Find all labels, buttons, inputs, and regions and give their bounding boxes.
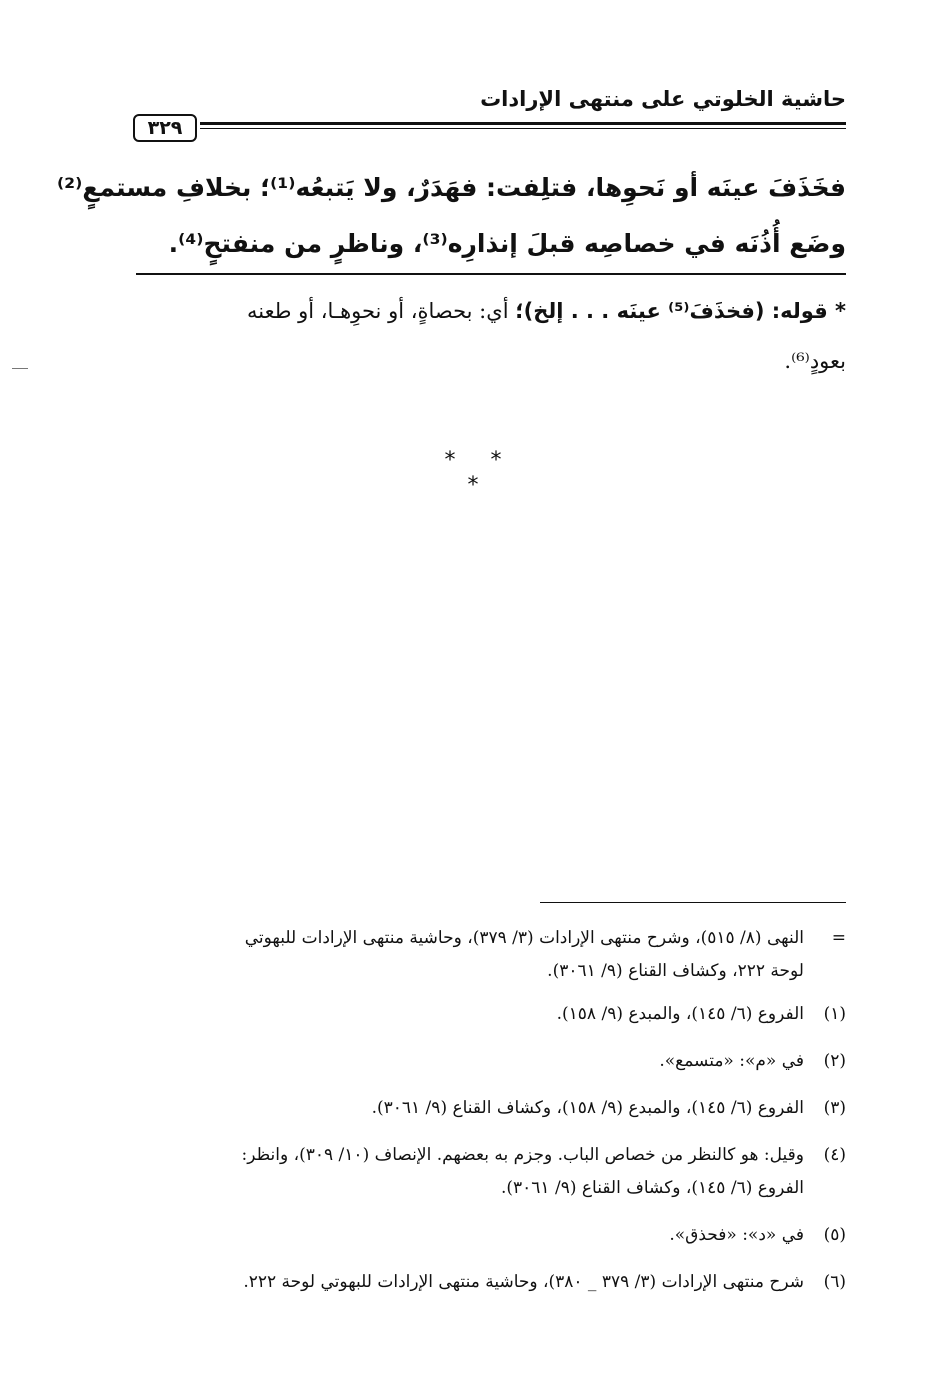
footnote <box>134 1266 846 1299</box>
footnote <box>134 1092 846 1125</box>
footnote-line: في «م»: «متسمع». <box>659 1051 804 1071</box>
footnote-line: شرح منتهى الإرادات (٣/ ٣٧٩ _ ٣٨٠)، وحاشية منتهى الإرادات للبهوتي لوحة ٢٢٢. <box>243 1272 804 1292</box>
main-text-divider <box>136 273 846 275</box>
commentary-lemma: * قوله: (فخذَفَ⁽⁵⁾ عينَه . . . إلخ)؛ <box>515 299 846 323</box>
commentary-line <box>134 286 846 336</box>
footnote-line: وقيل: هو كالنظر من خصاص الباب. وجزم به بعضهم. الإنصاف (١٠/ ٣٠٩)، وانظر: <box>241 1145 804 1165</box>
footnote-number: (٥) <box>823 1225 846 1245</box>
footnote <box>134 1045 846 1078</box>
commentary <box>134 286 846 386</box>
main-text-line: فخَذَفَ عينَه أو نَحوِها، فتلِفت: فهَدَرٌ، ولا يَتبعُه⁽¹⁾؛ بخلافِ مستمعٍ⁽²⁾ <box>56 173 846 202</box>
footnote-line: الفروع (٦/ ١٤٥)، وكشاف القناع (٩/ ٣٠٦١). <box>500 1178 804 1198</box>
footnote-line: لوحة ٢٢٢، وكشاف القناع (٩/ ٣٠٦١). <box>547 961 804 981</box>
footnote-line: الفروع (٦/ ١٤٥)، والمبدع (٩/ ١٥٨). <box>556 1004 804 1024</box>
running-title: حاشية الخلوتي على منتهى الإرادات <box>480 87 846 111</box>
footnotes <box>134 922 846 1313</box>
header-rule-thin <box>200 128 846 129</box>
footnote-number: = <box>831 928 846 948</box>
footnote-number: (٦) <box>823 1272 846 1292</box>
footnote <box>134 1219 846 1252</box>
commentary-line: بعودٍ⁽⁶⁾. <box>784 349 846 373</box>
footnote-number: (٣) <box>823 1098 846 1118</box>
commentary-text: أي: بحصاةٍ، أو نحوِهـا، أو طعنه <box>246 299 516 323</box>
footnote-line: النهى (٨/ ٥١٥)، وشرح منتهى الإرادات (٣/ ٣٧٩)، وحاشية منتهى الإرادات للبهوتي <box>244 928 804 948</box>
footnote-line: الفروع (٦/ ١٤٥)، والمبدع (٩/ ١٥٨)، وكشاف القناع (٩/ ٣٠٦١). <box>371 1098 804 1118</box>
main-text <box>56 160 846 272</box>
footnote-number: (٢) <box>823 1051 846 1071</box>
section-separator: * * * <box>444 448 516 498</box>
footnote-divider <box>540 902 846 903</box>
footnote-number: (١) <box>823 1004 846 1024</box>
footnote <box>134 998 846 1031</box>
footnote-continued <box>134 922 846 988</box>
main-text-line: وضَع أُذُنَه في خصاصِه قبلَ إنذارِه⁽³⁾، وناظرٍ من منفتحٍ⁽⁴⁾. <box>168 229 846 258</box>
page-number: ٣٢٩ <box>133 114 197 142</box>
footnote-line: في «د»: «فحذق». <box>669 1225 804 1245</box>
header-rule <box>200 122 846 125</box>
footnote-number: (٤) <box>823 1145 846 1165</box>
margin-mark <box>12 368 28 369</box>
footnote <box>134 1139 846 1205</box>
